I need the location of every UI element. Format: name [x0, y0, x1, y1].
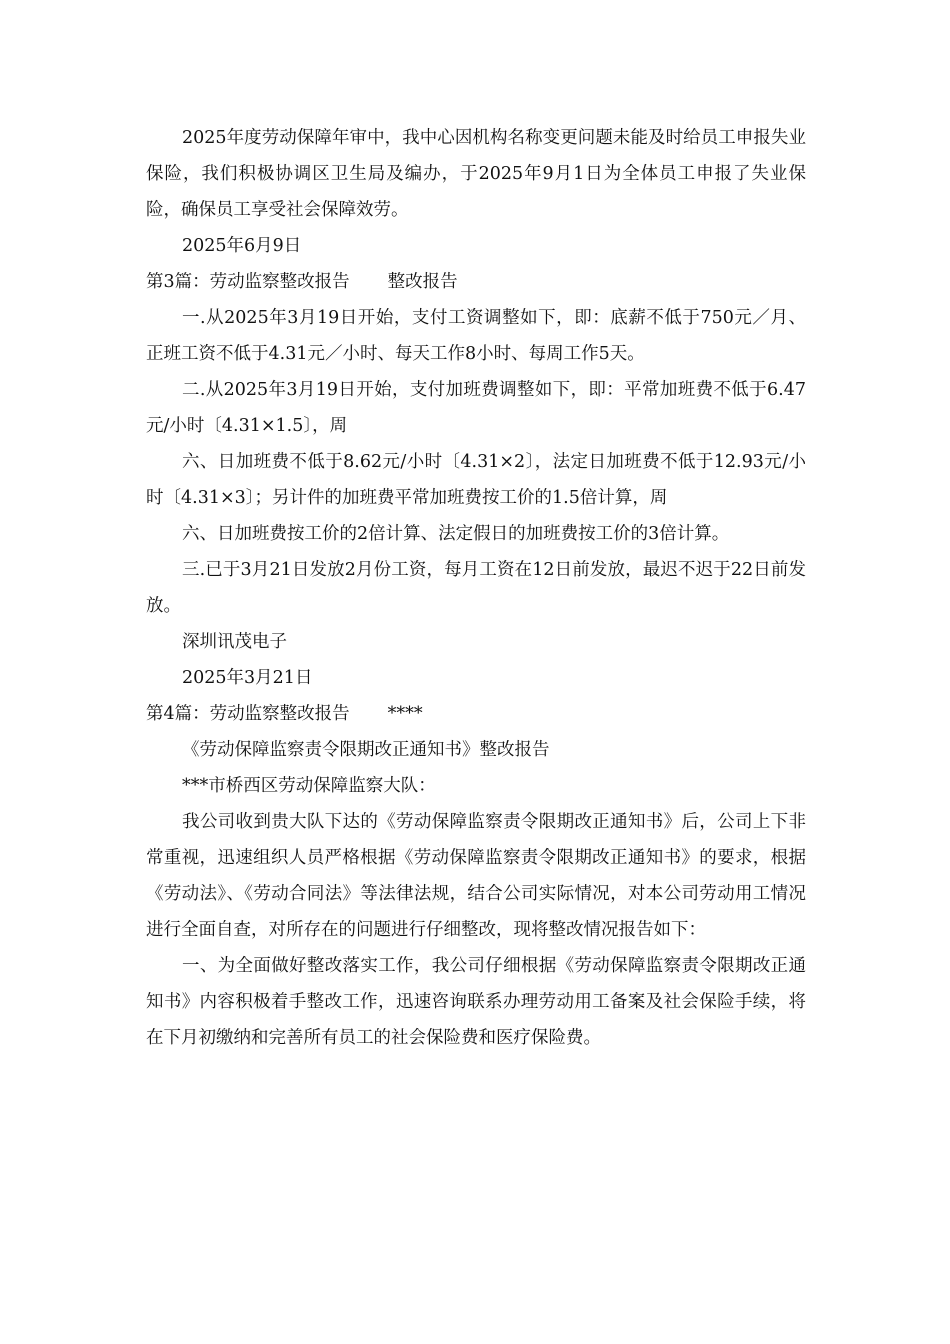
paragraph-payment-schedule: 三.已于3月21日发放2月份工资，每月工资在12日前发放，最迟不迟于22日前发放。: [146, 560, 806, 616]
section-3-heading: [146, 264, 806, 300]
date-line-2: 2025年3月21日: [182, 668, 313, 688]
date-line-1: 2025年6月9日: [182, 236, 302, 256]
section-3-title: 第3篇：劳动监察整改报告: [146, 272, 350, 292]
section-4-title: 第4篇：劳动监察整改报告: [146, 704, 350, 724]
paragraph-overtime-adjustment: 二.从2025年3月19日开始，支付加班费调整如下，即：平常加班费不低于6.47元/小时〔4.31×1.5〕，周: [146, 380, 806, 436]
document-body: [146, 120, 806, 1056]
paragraph-piecework-overtime: 六、日加班费按工价的2倍计算、法定假日的加班费按工价的3倍计算。: [182, 524, 730, 544]
paragraph-unemployment-insurance: 2025年度劳动保障年审中，我中心因机构名称变更问题未能及时给员工申报失业保险，我们积极协调区卫生局及编办，于2025年9月1日为全体员工申报了失业保险，确保员工享受社会保障效劳。: [146, 128, 806, 220]
addressee-line: ***市桥西区劳动保障监察大队：: [182, 776, 436, 796]
paragraph-rectification-item-1: 一、为全面做好整改落实工作，我公司仔细根据《劳动保障监察责令限期改正通知书》内容积极着手整改工作，迅速咨询联系办理劳动用工备案及社会保险手续，将在下月初缴纳和完善所有员工的社会保险费和医疗保险费。: [146, 956, 806, 1048]
section-3-subtitle: 整改报告: [387, 272, 458, 292]
paragraph-self-inspection: 我公司收到贵大队下达的《劳动保障监察责令限期改正通知书》后，公司上下非常重视，迅速组织人员严格根据《劳动保障监察责令限期改正通知书》的要求，根据《劳动法》、《劳动合同法》等法律法规，结合公司实际情况，对本公司劳动用工情况进行全面自查，对所存在的问题进行仔细整改，现将整改情况报告如下：: [146, 812, 806, 940]
paragraph-overtime-rates: 六、日加班费不低于8.62元/小时〔4.31×2〕，法定日加班费不低于12.93元/小时〔4.31×3〕；另计件的加班费平常加班费按工价的1.5倍计算，周: [146, 452, 806, 508]
company-signature: 深圳讯茂电子: [182, 632, 287, 652]
section-4-subtitle: ****: [387, 704, 423, 724]
paragraph-wage-adjustment: 一.从2025年3月19日开始，支付工资调整如下，即：底薪不低于750元／月、正班工资不低于4.31元／小时、每天工作8小时、每周工作5天。: [146, 308, 806, 364]
section-4-heading: [146, 696, 806, 732]
notice-title: 《劳动保障监察责令限期改正通知书》整改报告: [182, 740, 550, 760]
